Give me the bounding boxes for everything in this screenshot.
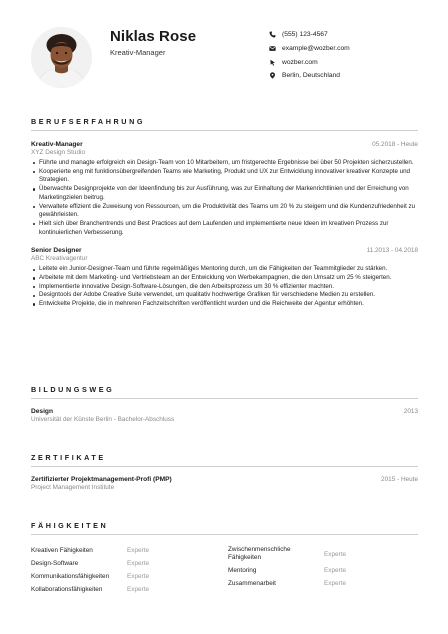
skill-level: Experte <box>127 547 150 554</box>
skill-name: Kreativen Fähigkeiten <box>31 546 93 554</box>
job-bullets <box>31 159 418 237</box>
resume-header <box>31 27 421 93</box>
location-icon <box>269 72 276 79</box>
list-item: Arbeitete mit dem Marketing- und Vertriebsteam an der Entwicklung von Werbekampagnen, die den Umsatz um 25 % steigerten. <box>31 274 418 283</box>
certificate-title: Zertifizierter Projektmanagement-Profi (PMP) <box>31 476 172 483</box>
job-role: Kreativ-Manager <box>110 48 166 57</box>
list-item: Kooperierte eng mit funktionsübergreifenden Teams wie Marketing, Produkt und UX zur Entwicklung innovativer kreativer Konzepte und Strategien. <box>31 168 418 185</box>
job-entry <box>31 247 418 309</box>
skill-row <box>228 577 418 590</box>
contact-list <box>269 28 350 83</box>
list-item: Implementierte innovative Design-Software-Lösungen, die den Arbeitsprozess um 30 % effizienter machten. <box>31 283 418 292</box>
contact-website[interactable] <box>269 55 350 69</box>
education-entry <box>31 408 418 423</box>
education-section <box>31 385 418 423</box>
list-item: Überwachte Designprojekte von der Ideenfindung bis zur Ausführung, was zur Einhaltung der Markenrichtlinien und der Erreichung von Marketingzielen beitrug. <box>31 185 418 202</box>
list-item: Hielt sich über Branchentrends und Best Practices auf dem Laufenden und implementierte neue Ideen im kreativen Prozess zur kontinuierlichen Verbesserung. <box>31 220 418 237</box>
job-company: XYZ Design Studio <box>31 149 85 156</box>
contact-location <box>269 69 350 83</box>
section-title-skills: FÄHIGKEITEN <box>31 521 418 535</box>
avatar <box>31 27 92 88</box>
phone-icon <box>269 31 276 38</box>
experience-section <box>31 117 418 309</box>
skills-column-left <box>31 544 228 596</box>
contact-email[interactable] <box>269 42 350 56</box>
skill-level: Experte <box>324 580 347 587</box>
section-title-education: BILDUNGSWEG <box>31 385 418 399</box>
list-item: Entwickelte Projekte, die in mehreren Fachzeitschriften veröffentlicht wurden und die Reichweite der Agentur erhöhten. <box>31 300 418 309</box>
skill-level: Experte <box>127 586 150 593</box>
link-icon <box>269 59 276 66</box>
phone-text: (555) 123-4567 <box>282 31 328 39</box>
skill-level: Experte <box>127 573 150 580</box>
education-degree: Design <box>31 408 53 415</box>
certificate-issuer: Project Management Institute <box>31 484 115 491</box>
skill-name: Kommunikationsfähigkeiten <box>31 572 110 580</box>
section-title-certificates: ZERTIFIKATE <box>31 453 418 467</box>
list-item: Führte und managte erfolgreich ein Design-Team von 10 Mitarbeitern, um fristgerechte Ergebnisse bei über 50 Projekten sicherzustellen. <box>31 159 418 168</box>
skill-name: Kollaborationsfähigkeiten <box>31 585 103 593</box>
skill-name: Mentoring <box>228 566 257 574</box>
skill-row <box>228 544 418 564</box>
section-title-experience: BERUFSERFAHRUNG <box>31 117 418 131</box>
list-item: Designtools der Adobe Creative Suite verwendet, um qualitativ hochwertige Grafiken für verschiedene Medien zu erstellen. <box>31 291 418 300</box>
skills-section <box>31 521 418 596</box>
skill-row <box>31 583 228 596</box>
location-text: Berlin, Deutschland <box>282 72 340 80</box>
education-dates: 2013 <box>403 408 418 415</box>
skill-level: Experte <box>324 567 347 574</box>
skill-row <box>31 570 228 583</box>
email-icon <box>269 45 276 52</box>
website-text[interactable]: wozber.com <box>282 58 318 66</box>
job-dates: 05.2018 - Heute <box>372 141 418 148</box>
certificate-dates: 2015 - Heute <box>381 476 418 483</box>
skill-name: Zwischenmenschliche Fähigkeiten <box>228 546 291 561</box>
list-item: Leitete ein Junior-Designer-Team und führte regelmäßiges Mentoring durch, um die Fähigkeiten der Teammitglieder zu stärken. <box>31 265 418 274</box>
education-school: Universität der Künste Berlin - Bachelor-Abschluss <box>31 416 175 423</box>
skill-row <box>31 557 228 570</box>
list-item: Verwaltete effizient die Zuweisung von Ressourcen, um die Produktivität des Teams um 20 % zu steigern und die Kundenzufriedenheit zu gewährleisten. <box>31 203 418 220</box>
contact-phone <box>269 28 350 42</box>
skills-column-right <box>228 544 418 596</box>
job-entry <box>31 141 418 237</box>
person-name: Niklas Rose <box>110 28 197 45</box>
skill-row <box>31 544 228 557</box>
certificate-entry <box>31 476 418 491</box>
skill-level: Experte <box>324 550 347 558</box>
certificates-section <box>31 453 418 491</box>
job-bullets <box>31 265 418 309</box>
job-dates: 11.2013 - 04.2018 <box>366 247 418 255</box>
job-company: ABC Kreativagentur <box>31 255 88 263</box>
skill-name: Design-Software <box>31 559 79 567</box>
skill-row <box>228 564 418 577</box>
email-text[interactable]: example@wozber.com <box>282 45 350 53</box>
skill-name: Zusammenarbeit <box>228 579 276 587</box>
skill-level: Experte <box>127 560 150 567</box>
job-title: Kreativ-Manager <box>31 141 83 148</box>
job-title: Senior Designer <box>31 247 82 255</box>
